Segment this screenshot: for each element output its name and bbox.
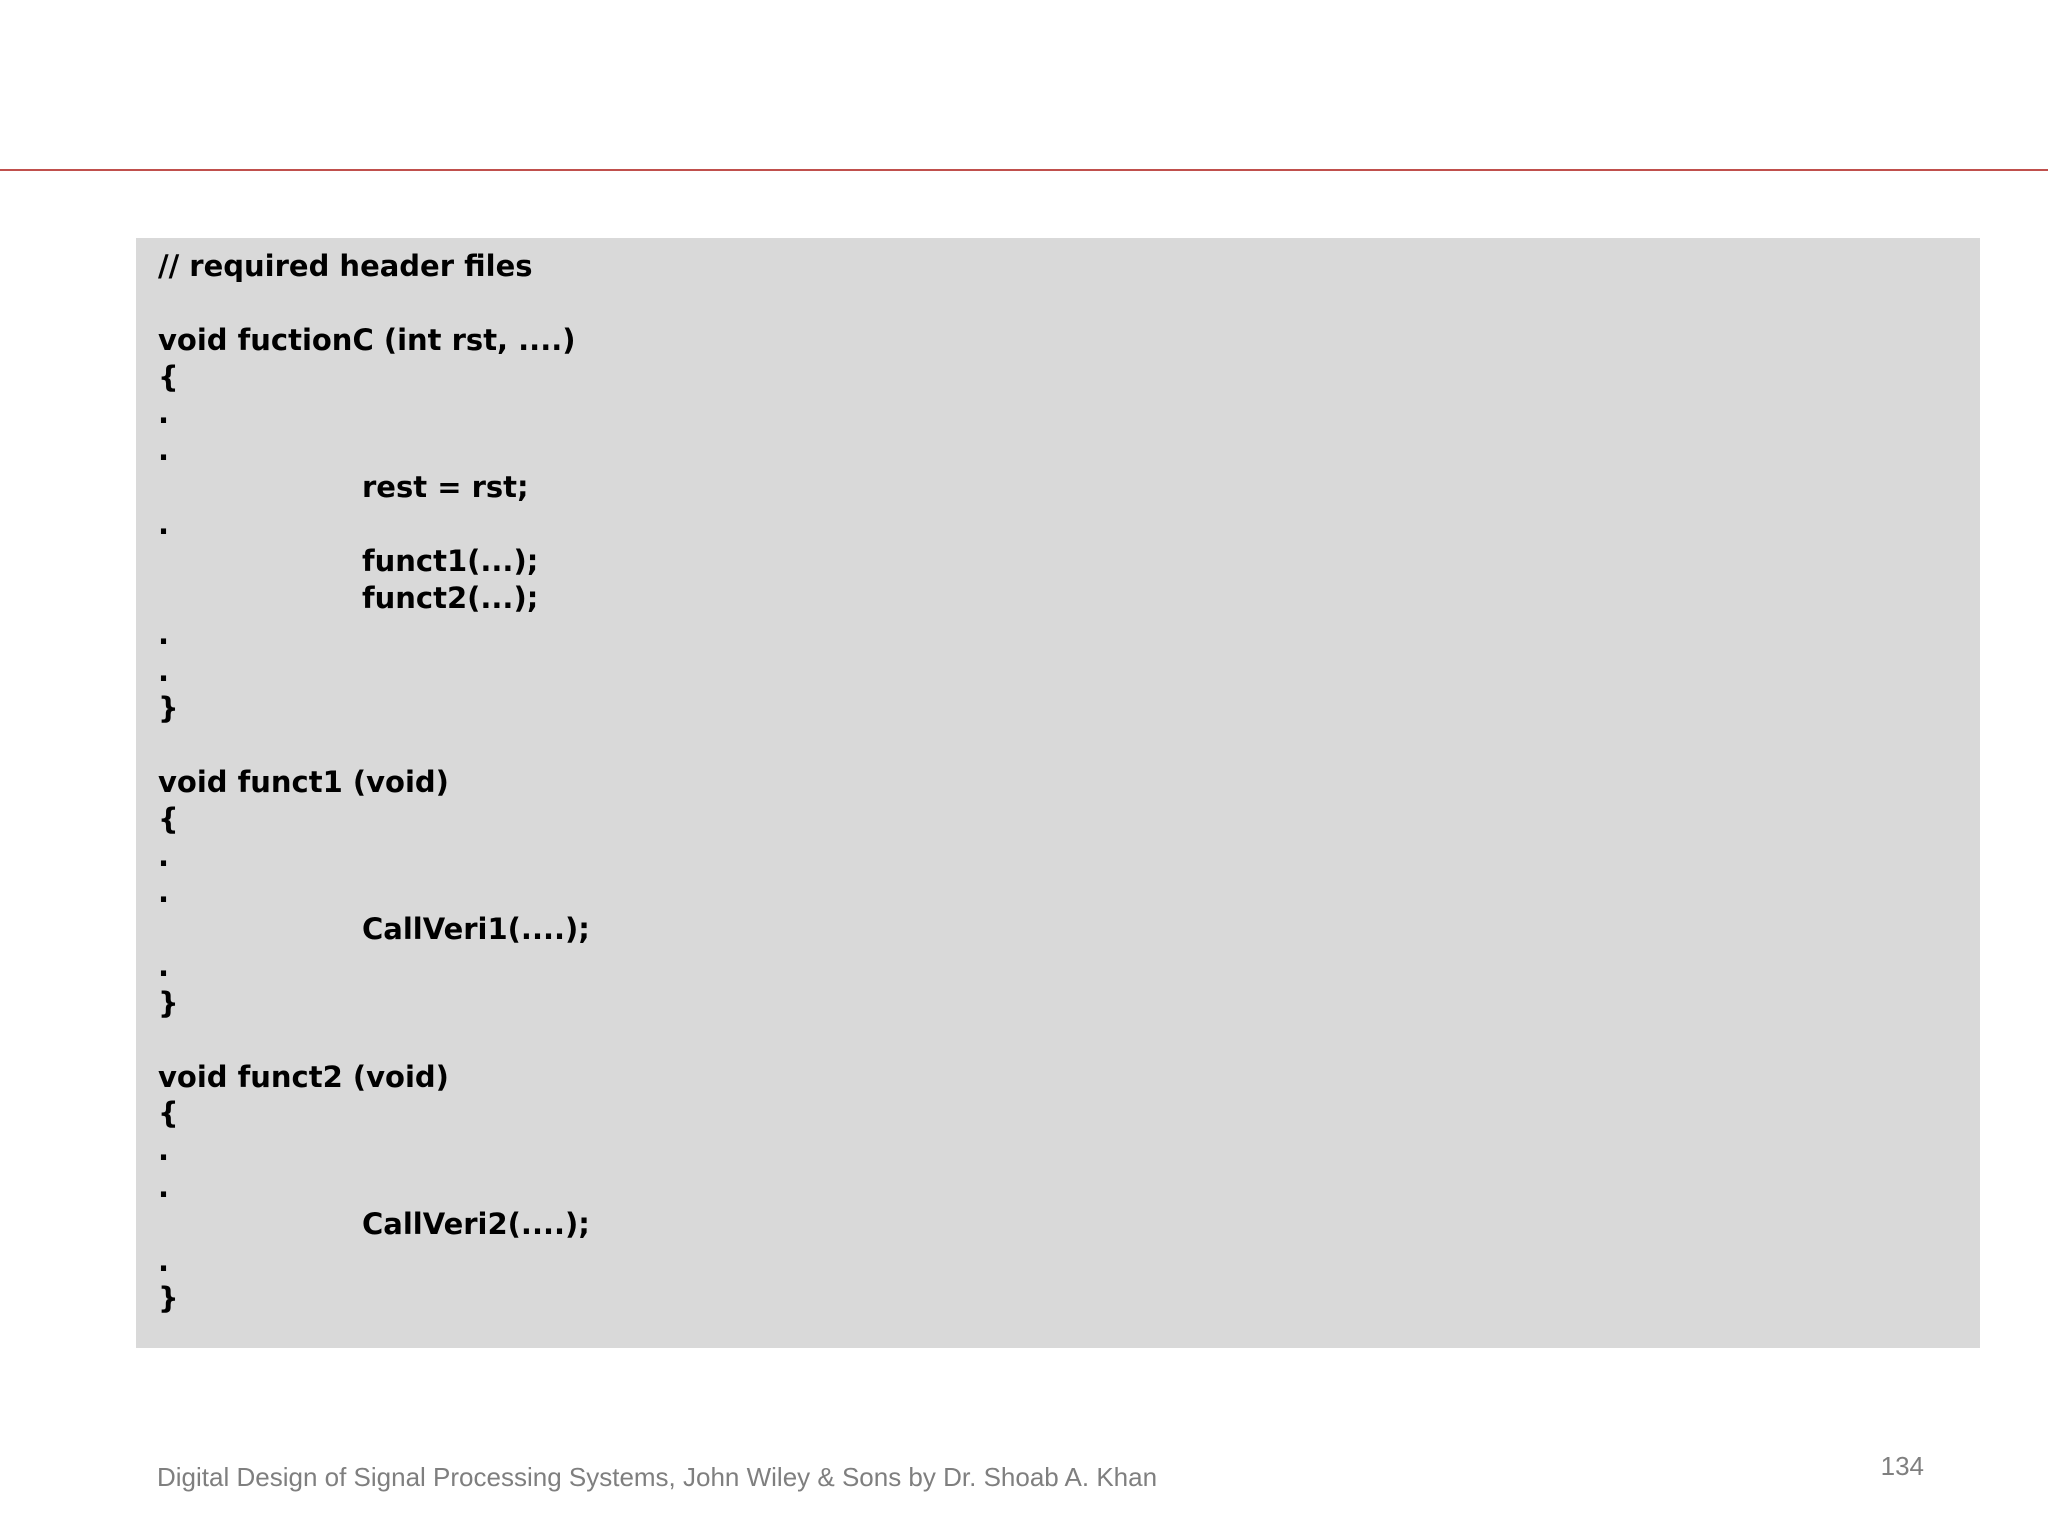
code-line: // required header files xyxy=(158,249,533,283)
code-line: CallVeri2(....); xyxy=(362,1206,590,1241)
code-line: { xyxy=(158,801,179,836)
code-line xyxy=(158,727,1980,764)
code-line xyxy=(158,285,1980,322)
code-line: void fuctionC (int rst, ....) xyxy=(158,322,576,357)
code-line: . xyxy=(158,1243,170,1278)
code-line: } xyxy=(158,1280,179,1315)
code-line: . xyxy=(158,654,170,689)
code-line: { xyxy=(158,359,179,394)
code-line: void funct1 (void) xyxy=(158,764,449,799)
code-line: void funct2 (void) xyxy=(158,1059,449,1094)
code-line: . xyxy=(158,1133,170,1168)
code-line: . xyxy=(158,396,170,431)
code-line xyxy=(158,1022,1980,1059)
code-line: . xyxy=(158,617,170,652)
code-line: { xyxy=(158,1096,179,1131)
code-line: funct1(...); xyxy=(362,543,539,578)
code-line: } xyxy=(158,985,179,1020)
code-line: } xyxy=(158,691,179,726)
code-line: CallVeri1(....); xyxy=(362,912,590,947)
code-line: . xyxy=(158,1170,170,1205)
header-divider xyxy=(0,169,2048,171)
code-line: . xyxy=(158,433,170,468)
code-line: . xyxy=(158,838,170,873)
code-line: funct2(...); xyxy=(362,580,539,615)
code-listing xyxy=(136,238,1980,1348)
footer-citation: Digital Design of Signal Processing Systems, John Wiley & Sons by Dr. Shoab A. Khan xyxy=(157,1462,1158,1492)
code-line: . xyxy=(158,506,170,541)
code-line: . xyxy=(158,949,170,984)
code-line: rest = rst; xyxy=(362,470,529,505)
page-number: 134 xyxy=(1880,1451,1924,1481)
code-line: . xyxy=(158,875,170,910)
